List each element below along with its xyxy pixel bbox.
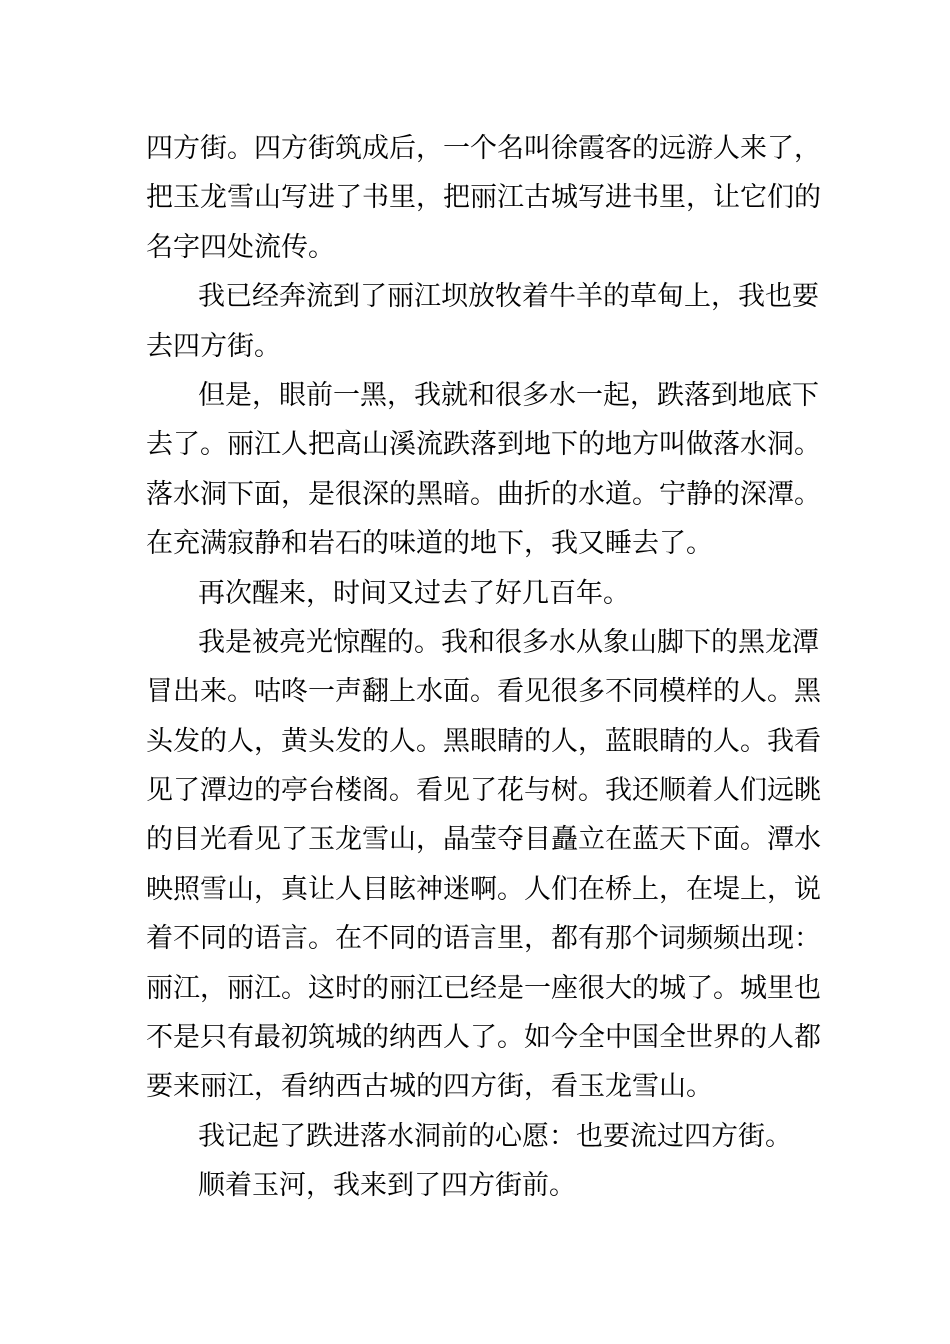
- text-line: 把玉龙雪山写进了书里，把丽江古城写进书里，让它们的: [146, 182, 821, 214]
- paragraph-first-line: 我已经奔流到了丽江坝放牧着牛羊的草甸上，我也要: [198, 281, 819, 313]
- text-line: 在充满寂静和岩石的味道的地下，我又睡去了。: [146, 528, 713, 560]
- paragraph-first-line: 再次醒来，时间又过去了好几百年。: [198, 577, 630, 609]
- text-line: 去了。丽江人把高山溪流跌落到地下的地方叫做落水洞。: [146, 429, 821, 461]
- text-line: 冒出来。咕咚一声翻上水面。看见很多不同模样的人。黑: [146, 676, 821, 708]
- text-line: 落水洞下面，是很深的黑暗。曲折的水道。宁静的深潭。: [146, 478, 821, 510]
- text-line: 要来丽江，看纳西古城的四方街，看玉龙雪山。: [146, 1071, 713, 1103]
- paragraph-first-line: 但是，眼前一黑，我就和很多水一起，跌落到地底下: [198, 379, 819, 411]
- text-line: 的目光看见了玉龙雪山，晶莹夺目矗立在蓝天下面。潭水: [146, 824, 821, 856]
- paragraph-first-line: 我记起了跌进落水洞前的心愿：也要流过四方街。: [198, 1120, 792, 1152]
- text-line: 四方街。四方街筑成后，一个名叫徐霞客的远游人来了，: [146, 133, 821, 164]
- text-line: 头发的人，黄头发的人。黑眼睛的人，蓝眼睛的人。我看: [146, 725, 821, 757]
- paragraph-first-line: 顺着玉河，我来到了四方街前。: [198, 1170, 576, 1202]
- text-line: 不是只有最初筑城的纳西人了。如今全中国全世界的人都: [146, 1022, 821, 1054]
- text-line: 着不同的语言。在不同的语言里，都有那个词频频出现：: [146, 923, 821, 955]
- text-line: 丽江，丽江。这时的丽江已经是一座很大的城了。城里也: [146, 972, 821, 1004]
- text-line: 映照雪山，真让人目眩神迷啊。人们在桥上，在堤上，说: [146, 873, 821, 905]
- paragraph-first-line: 我是被亮光惊醒的。我和很多水从象山脚下的黑龙潭: [198, 626, 819, 658]
- text-line: 去四方街。: [146, 330, 281, 362]
- text-line: 名字四处流传。: [146, 231, 335, 263]
- text-line: 见了潭边的亭台楼阁。看见了花与树。我还顺着人们远眺: [146, 775, 821, 807]
- body-text: [146, 124, 821, 1211]
